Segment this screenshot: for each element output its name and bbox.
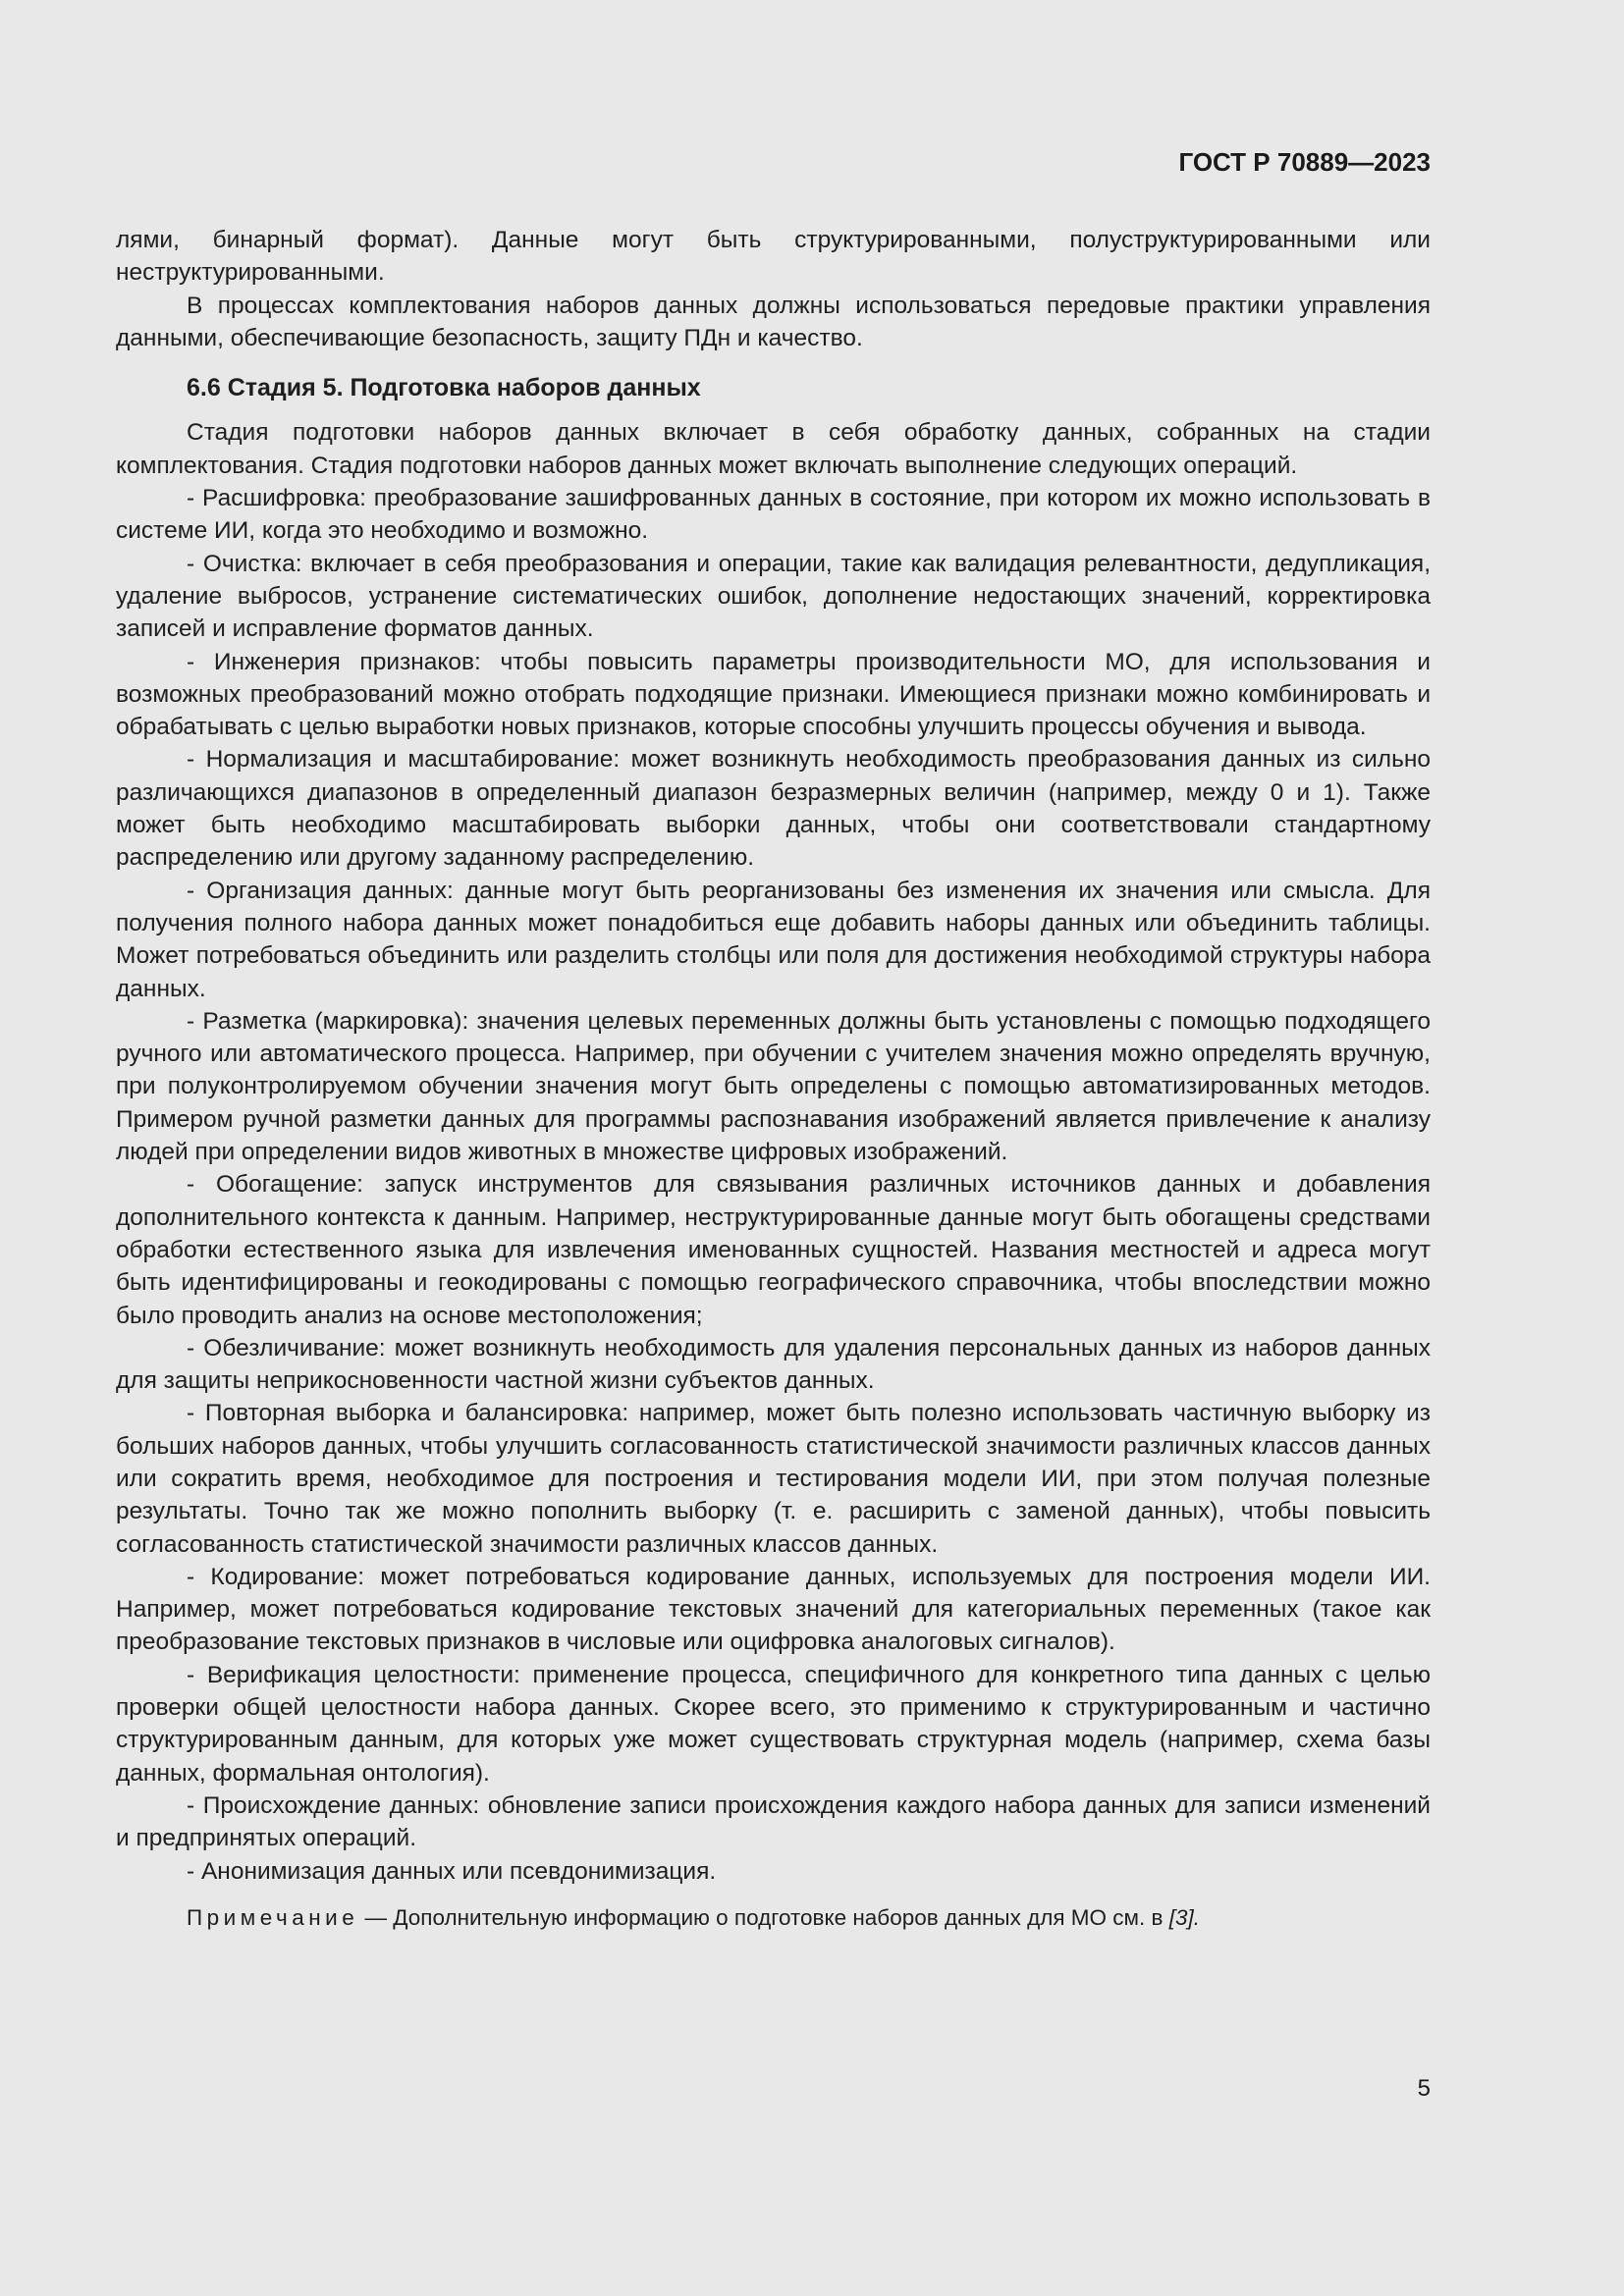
list-item-feature-engineering: - Инженерия признаков: чтобы повысить параметры производительности МО, для использования и возможных преобразований можно отобрать подходящие признаки. Имеющиеся признаки можно комбинировать и обрабатывать с целью выработки новых признаков, которые способны улучшить процессы обучения и вывода. [116,648,1431,741]
list-item-cleaning: - Очистка: включает в себя преобразования и операции, такие как валидация релевантности, дедупликация, удаление выбросов, устранение систематических ошибок, дополнение недостающих значений, корректировка записей и исправление форматов данных. [116,550,1431,643]
list-item-normalization: - Нормализация и масштабирование: может возникнуть необходимость преобразования данных из сильно различающихся диапазонов в определенный диапазон безразмерных величин (например, между 0 и 1). Также может быть необходимо масштабировать выборки данных, чтобы они соответствовали стандартному распределению или другому заданному распределению. [116,746,1431,872]
note-label: Примечание [187,1904,359,1930]
note-text: Дополнительную информацию о подготовке наборов данных для МО см. в [393,1904,1164,1930]
note [116,1901,1431,1934]
section-heading: 6.6 Стадия 5. Подготовка наборов данных [187,374,701,402]
list-item-decryption: - Расшифровка: преобразование зашифрованных данных в состояние, при котором их можно использовать в системе ИИ, когда это необходимо и возможно. [116,485,1431,545]
list-item-enrichment: - Обогащение: запуск инструментов для связывания различных источников данных и добавления дополнительного контекста к данным. Например, неструктурированные данные могут быть обогащены средствами обработки естественного языка для извлечения именованных сущностей. Названия местностей и адреса могут быть идентифицированы и геокодированы с помощью географического справочника, чтобы впоследствии можно было проводить анализ на основе местоположения; [116,1171,1431,1329]
list-item-anonymization: - Анонимизация данных или псевдонимизация. [187,1857,717,1885]
document-code-header: ГОСТ Р 70889—2023 [1178,147,1431,177]
list-item-resampling: - Повторная выборка и балансировка: например, может быть полезно использовать частичную выборку из больших наборов данных, чтобы улучшить согласованность статистической значимости различных классов данных или сократить время, необходимое для построения и тестирования модели ИИ, при этом получая полезные результаты. Точно так же можно пополнить выборку (т. е. расширить с заменой данных), чтобы повысить согласованность статистической значимости различных классов данных. [116,1400,1431,1558]
note-dash: — [364,1904,387,1930]
list-item-data-organization: - Организация данных: данные могут быть реорганизованы без изменения их значения или смысла. Для получения полного набора данных может понадобиться еще добавить наборы данных или объединить таблицы. Может потребоваться объединить или разделить столбцы или поля для достижения необходимой структуры набора данных. [116,877,1431,1002]
page-number: 5 [1417,2075,1431,2102]
paragraph-best-practices: В процессах комплектования наборов данных должны использоваться передовые практики управления данными, обеспечивающие безопасность, защиту ПДн и качество. [116,292,1431,351]
note-reference: [3]. [1168,1904,1201,1930]
list-item-integrity-verification: - Верификация целостности: применение процесса, специфичного для конкретного типа данных с целью проверки общей целостности набора данных. Скорее всего, это применимо к структурированным и частично структурированным данным, для которых уже может существовать структурная модель (например, схема базы данных, формальная онтология). [116,1661,1431,1787]
list-item-data-provenance: - Происхождение данных: обновление записи происхождения каждого набора данных для записи изменений и предпринятых операций. [116,1791,1431,1852]
list-item-labeling: - Разметка (маркировка): значения целевых переменных должны быть установлены с помощью подходящего ручного или автоматического процесса. Например, при обучении с учителем значения можно определять вручную, при полуконтролируемом обучении значения могут быть определены с помощью автоматизированных методов. Примером ручной разметки данных для программы распознавания изображений является привлечение к анализу людей при определении видов животных в множестве цифровых изображений. [116,1007,1431,1166]
list-item-encoding: - Кодирование: может потребоваться кодирование данных, используемых для построения модели ИИ. Например, может потребоваться кодирование текстовых значений для категориальных переменных (такое как преобразование текстовых признаков в числовые или оцифровка аналоговых сигналов). [116,1563,1431,1656]
page-content [116,224,1431,1934]
paragraph-continuation: лями, бинарный формат). Данные могут быть структурированными, полуструктурированными или неструктурированными. [116,227,1431,287]
list-item-depersonalization: - Обезличивание: может возникнуть необходимость для удаления персональных данных из наборов данных для защиты неприкосновенности частной жизни субъектов данных. [116,1334,1431,1395]
section-intro: Стадия подготовки наборов данных включает в себя обработку данных, собранных на стадии комплектования. Стадия подготовки наборов данных может включать выполнение следующих операций. [116,419,1431,479]
